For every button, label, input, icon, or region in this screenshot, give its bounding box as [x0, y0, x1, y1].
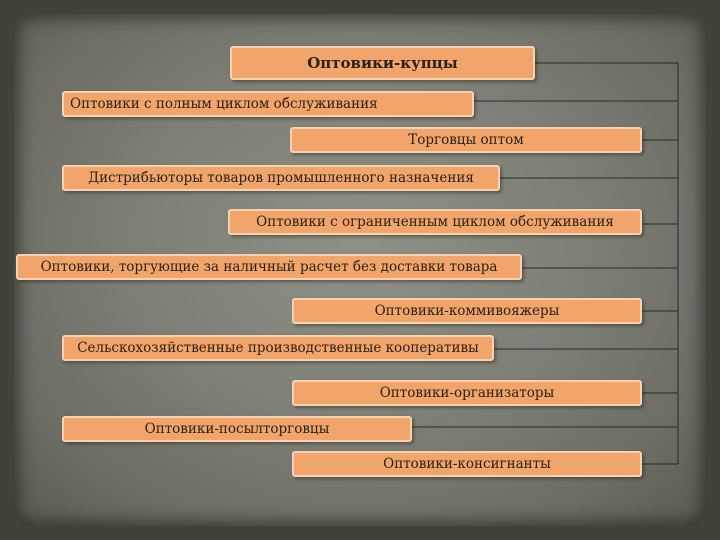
item-box-8: Оптовики-организаторы: [292, 380, 642, 406]
item-box-6: Оптовики-коммивояжеры: [292, 298, 642, 324]
item-box-7: Сельскохозяйственные производственные кооперативы: [62, 335, 494, 361]
root-box: Оптовики-купцы: [230, 46, 535, 80]
item-box-9: Оптовики-посылторговцы: [62, 416, 412, 442]
item-box-2: Торговцы оптом: [290, 127, 642, 153]
item-box-3: Дистрибьюторы товаров промышленного назначения: [62, 165, 500, 191]
item-box-4: Оптовики с ограниченным циклом обслуживания: [228, 209, 642, 235]
item-box-10: Оптовики-консигнанты: [292, 451, 642, 477]
item-box-1: Оптовики с полным циклом обслуживания: [62, 91, 474, 117]
item-box-5: Оптовики, торгующие за наличный расчет без доставки товара: [16, 254, 522, 280]
